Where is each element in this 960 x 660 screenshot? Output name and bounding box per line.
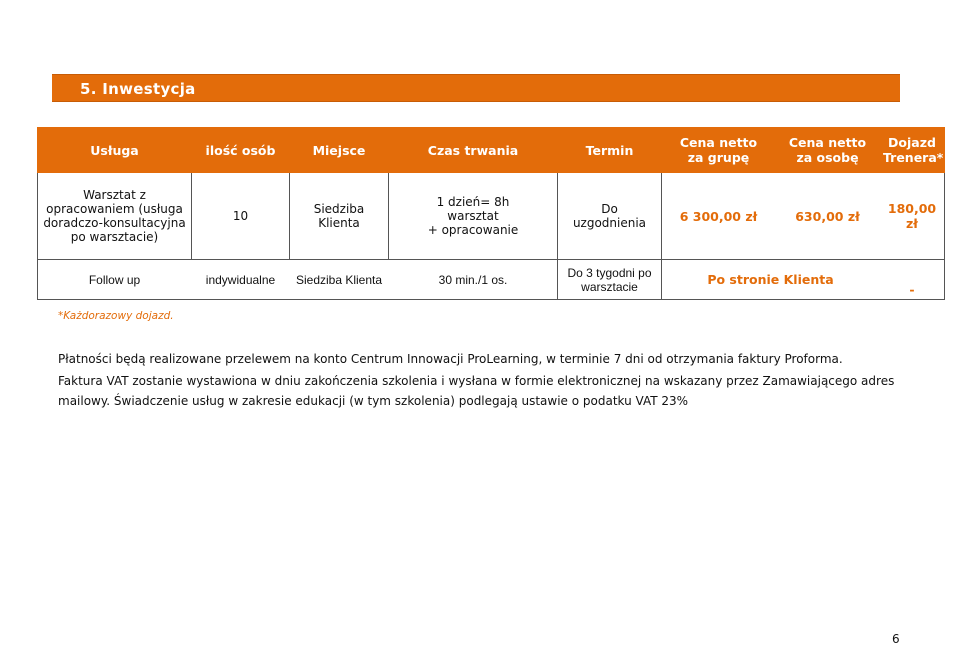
cell-price-person: 630,00 zł (776, 173, 880, 260)
cell-travel: - (880, 260, 945, 300)
table-header-row (38, 128, 945, 173)
cell-price-group: 6 300,00 zł (662, 173, 776, 260)
header-trainer-travel: Dojazd Trenera* (880, 128, 945, 173)
header-service: Usługa (38, 128, 192, 173)
table-row (38, 173, 945, 260)
page-number: 6 (892, 632, 900, 646)
cell-duration: 1 dzień= 8h warsztat + opracowanie (389, 173, 558, 260)
header-price-group: Cena netto za grupę (662, 128, 776, 173)
cell-price: Po stronie Klienta (662, 260, 880, 300)
header-place: Miejsce (290, 128, 389, 173)
cell-service: Follow up (38, 260, 192, 300)
invoice-paragraph: Faktura VAT zostanie wystawiona w dniu zakończenia szkolenia i wysłana w formie elektronicznej na wskazany przez Zamawiającego adres mailowy. Świadczenie usług w zakresie edukacji (w tym szkolenia) podlegają ustawie o podatku VAT 23% (58, 374, 895, 408)
cell-people: indywidualne (192, 260, 290, 300)
cell-place: Siedziba Klienta (290, 173, 389, 260)
footnote: *Każdorazowy dojazd. (58, 310, 174, 322)
header-term: Termin (558, 128, 662, 173)
header-people: ilość osób (192, 128, 290, 173)
cell-service: Warsztat z opracowaniem (usługa doradczo-konsultacyjna po warsztacie) (38, 173, 192, 260)
payment-paragraph: Płatności będą realizowane przelewem na konto Centrum Innowacji ProLearning, w terminie 7 dni od otrzymania faktury Proforma. (58, 352, 843, 366)
header-duration: Czas trwania (389, 128, 558, 173)
cell-term: Do uzgodnienia (558, 173, 662, 260)
cell-term: Do 3 tygodni po warsztacie (558, 260, 662, 300)
section-heading: 5. Inwestycja (52, 74, 900, 102)
table-row (38, 260, 945, 300)
cell-travel: 180,00 zł (880, 173, 945, 260)
cell-duration: 30 min./1 os. (389, 260, 558, 300)
investment-table (37, 127, 945, 300)
cell-people: 10 (192, 173, 290, 260)
cell-place: Siedziba Klienta (290, 260, 389, 300)
header-price-person: Cena netto za osobę (776, 128, 880, 173)
